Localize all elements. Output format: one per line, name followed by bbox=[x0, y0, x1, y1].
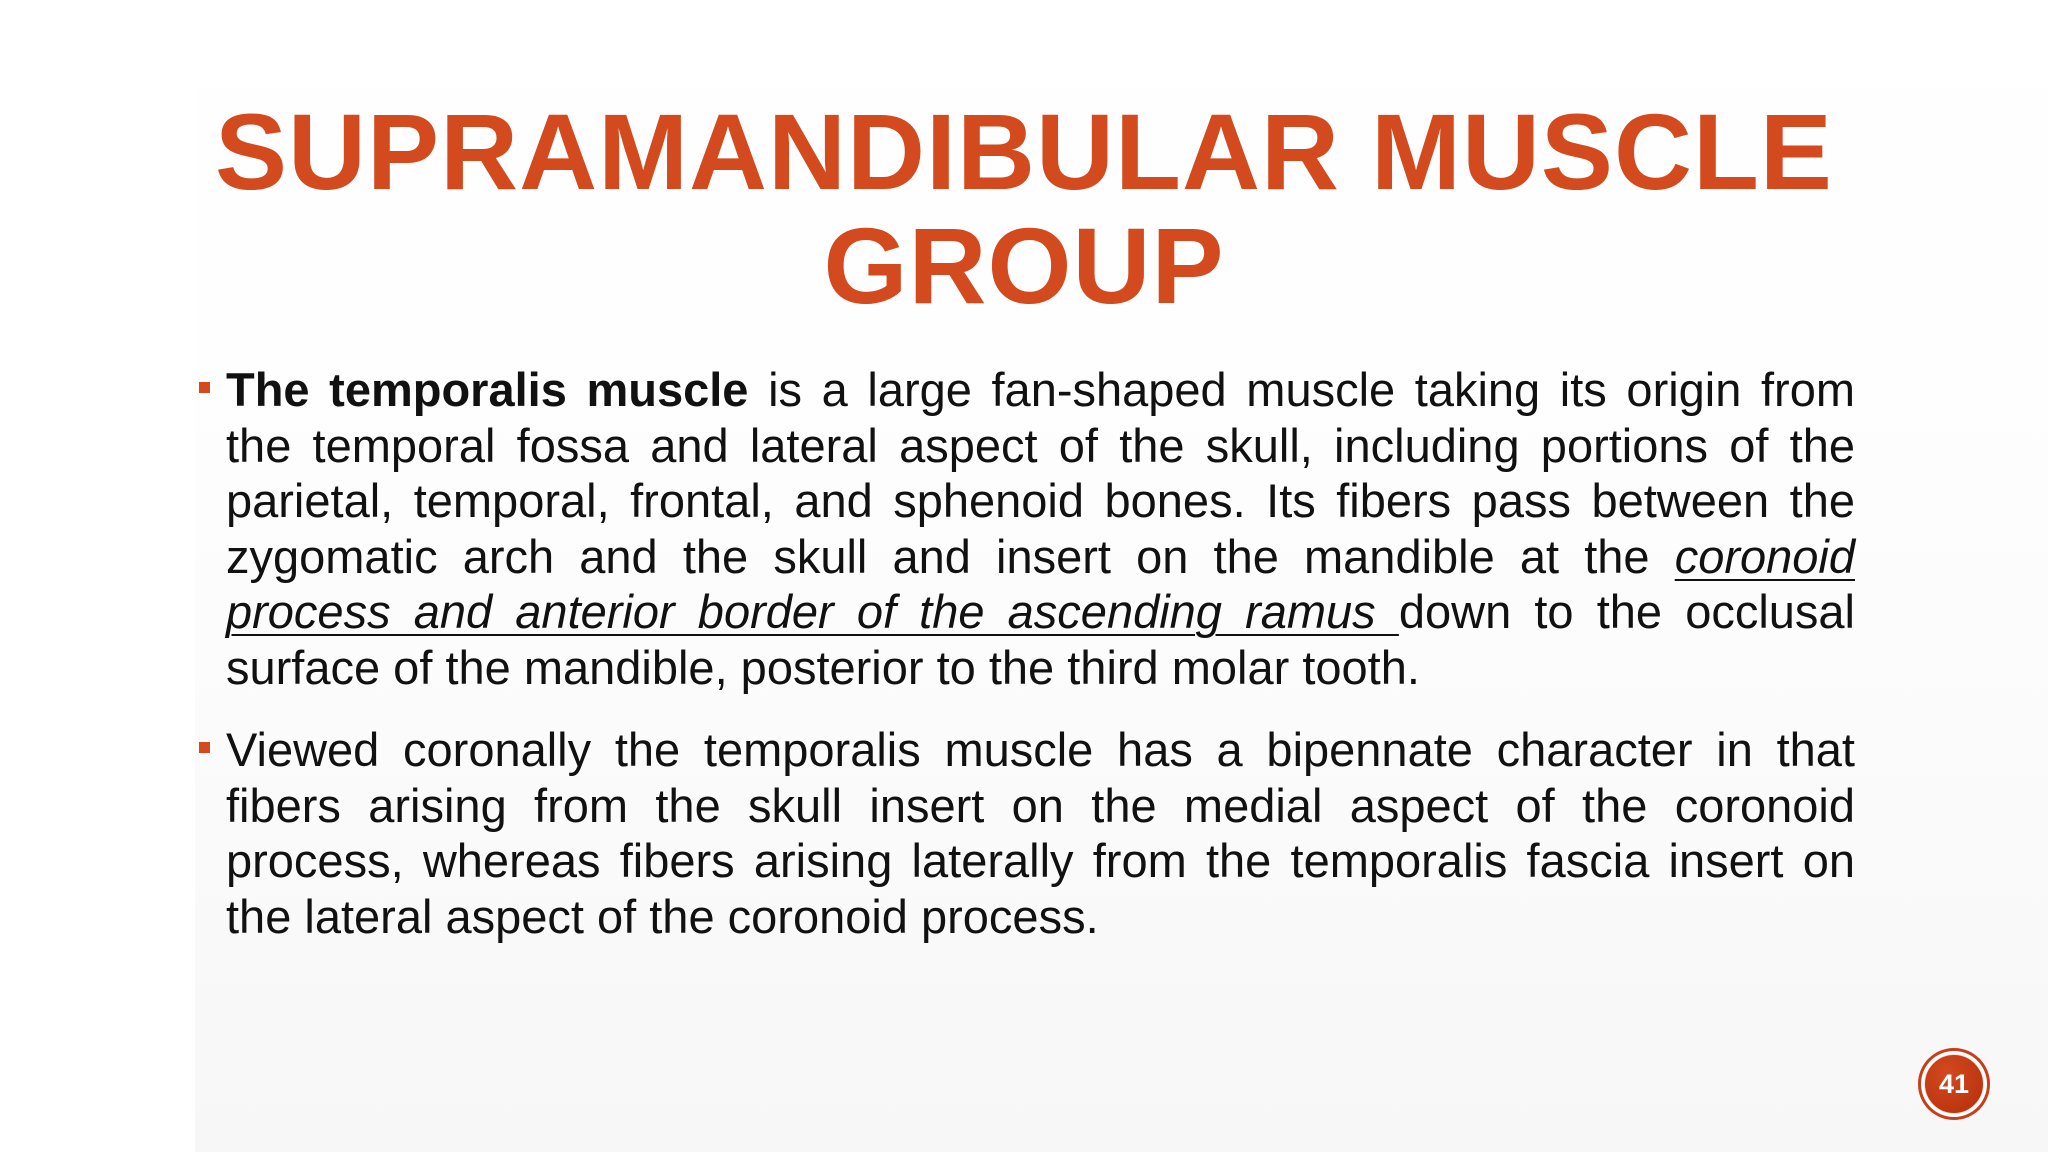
bullet-text-continued: down to the occlusal surface of the mandible, posterior to the third molar tooth. bbox=[226, 585, 1856, 694]
bullet-square-icon bbox=[199, 382, 210, 393]
page-number-badge bbox=[1918, 1048, 1990, 1120]
page-number: 41 bbox=[1938, 1069, 1970, 1099]
slide-title-line-2: GROUP bbox=[823, 205, 1225, 326]
bullet-item-bipennate bbox=[226, 722, 1855, 944]
bullet-square-icon bbox=[199, 742, 210, 753]
slide-content bbox=[226, 362, 1855, 971]
bullet-item-temporalis-origin bbox=[226, 362, 1855, 695]
bullet-text: Viewed coronally the temporalis muscle has a bipennate character in that fibers arising from the skull insert on the medial aspect of the coronoid process, whereas fibers arising laterally from the temporalis fascia insert on the lateral aspect of the coronoid process. bbox=[226, 723, 1855, 943]
bullet-emphasis-text: coronoid process and anterior border of the ascending ramus bbox=[226, 529, 1855, 638]
slide-title bbox=[170, 91, 1878, 326]
slide-title-line-1: SUPRAMANDIBULAR MUSCLE bbox=[215, 91, 1833, 212]
bullet-bold-term: The temporalis muscle bbox=[226, 363, 749, 416]
bullet-text: is a large fan-shaped muscle taking its origin from the temporal fossa and lateral aspect of the skull, including portions of the parietal, temporal, frontal, and sphenoid bones. Its fibers pass between the zygomatic arch and the skull and insert on the mandible at the bbox=[226, 363, 1855, 583]
